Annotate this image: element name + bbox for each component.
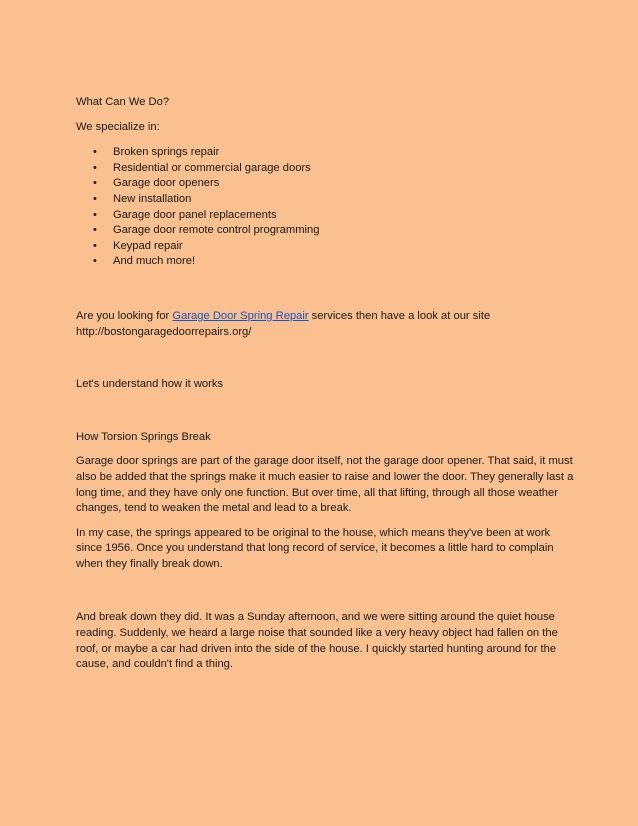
list-item: • Residential or commercial garage doors	[76, 161, 576, 177]
cta-paragraph	[76, 309, 576, 340]
section-heading: What Can We Do?	[76, 96, 170, 108]
cta-suffix: services then have a look at our site	[308, 309, 491, 322]
torsion-paragraph-3: And break down they did. It was a Sunday afternoon, and we were sitting around the quiet house reading. Suddenly, we heard a large noise that sounded like a very heavy object had fallen on the roof, or maybe a car had driven into the side of the house. I quickly started hunting around for the cause, and couldn't find a thing.	[76, 611, 558, 671]
list-item: • New installation	[76, 192, 576, 208]
bullet-icon: •	[93, 161, 97, 174]
document-body	[76, 95, 576, 673]
bullet-icon: •	[93, 255, 97, 268]
spring-repair-link[interactable]: Garage Door Spring Repair	[172, 309, 309, 322]
services-list	[76, 145, 576, 270]
list-item: • And much more!	[76, 254, 576, 270]
list-item: • Garage door remote control programming	[76, 223, 576, 239]
bullet-icon: •	[93, 146, 97, 159]
cta-prefix: Are you looking for	[76, 309, 173, 322]
bullet-icon: •	[93, 192, 97, 205]
bullet-icon: •	[93, 224, 97, 237]
bullet-icon: •	[93, 239, 97, 252]
bullet-icon: •	[93, 208, 97, 221]
bullet-icon: •	[93, 177, 97, 190]
site-url: http://bostongaragedoorrepairs.org/	[76, 325, 252, 338]
list-item: • Keypad repair	[76, 239, 576, 255]
understand-line: Let's understand how it works	[76, 378, 224, 391]
list-item: • Broken springs repair	[76, 145, 576, 161]
list-item: • Garage door openers	[76, 176, 576, 192]
list-item: • Garage door panel replacements	[76, 208, 576, 224]
torsion-paragraph-1: Garage door springs are part of the garage door itself, not the garage door opener. That said, it must also be added that the springs make it much easier to raise and lower the door. They generally last a long time, and they have only one function. But over time, all that lifting, through all those weather changes, tend to weaken the metal and lead to a break.	[76, 455, 574, 515]
section-intro: We specialize in:	[76, 120, 160, 133]
torsion-paragraph-2: In my case, the springs appeared to be original to the house, which means they've been at work since 1956. Once you understand that long record of service, it becomes a little hard to complain when they finally break down.	[76, 526, 554, 570]
torsion-title: How Torsion Springs Break	[76, 430, 211, 443]
